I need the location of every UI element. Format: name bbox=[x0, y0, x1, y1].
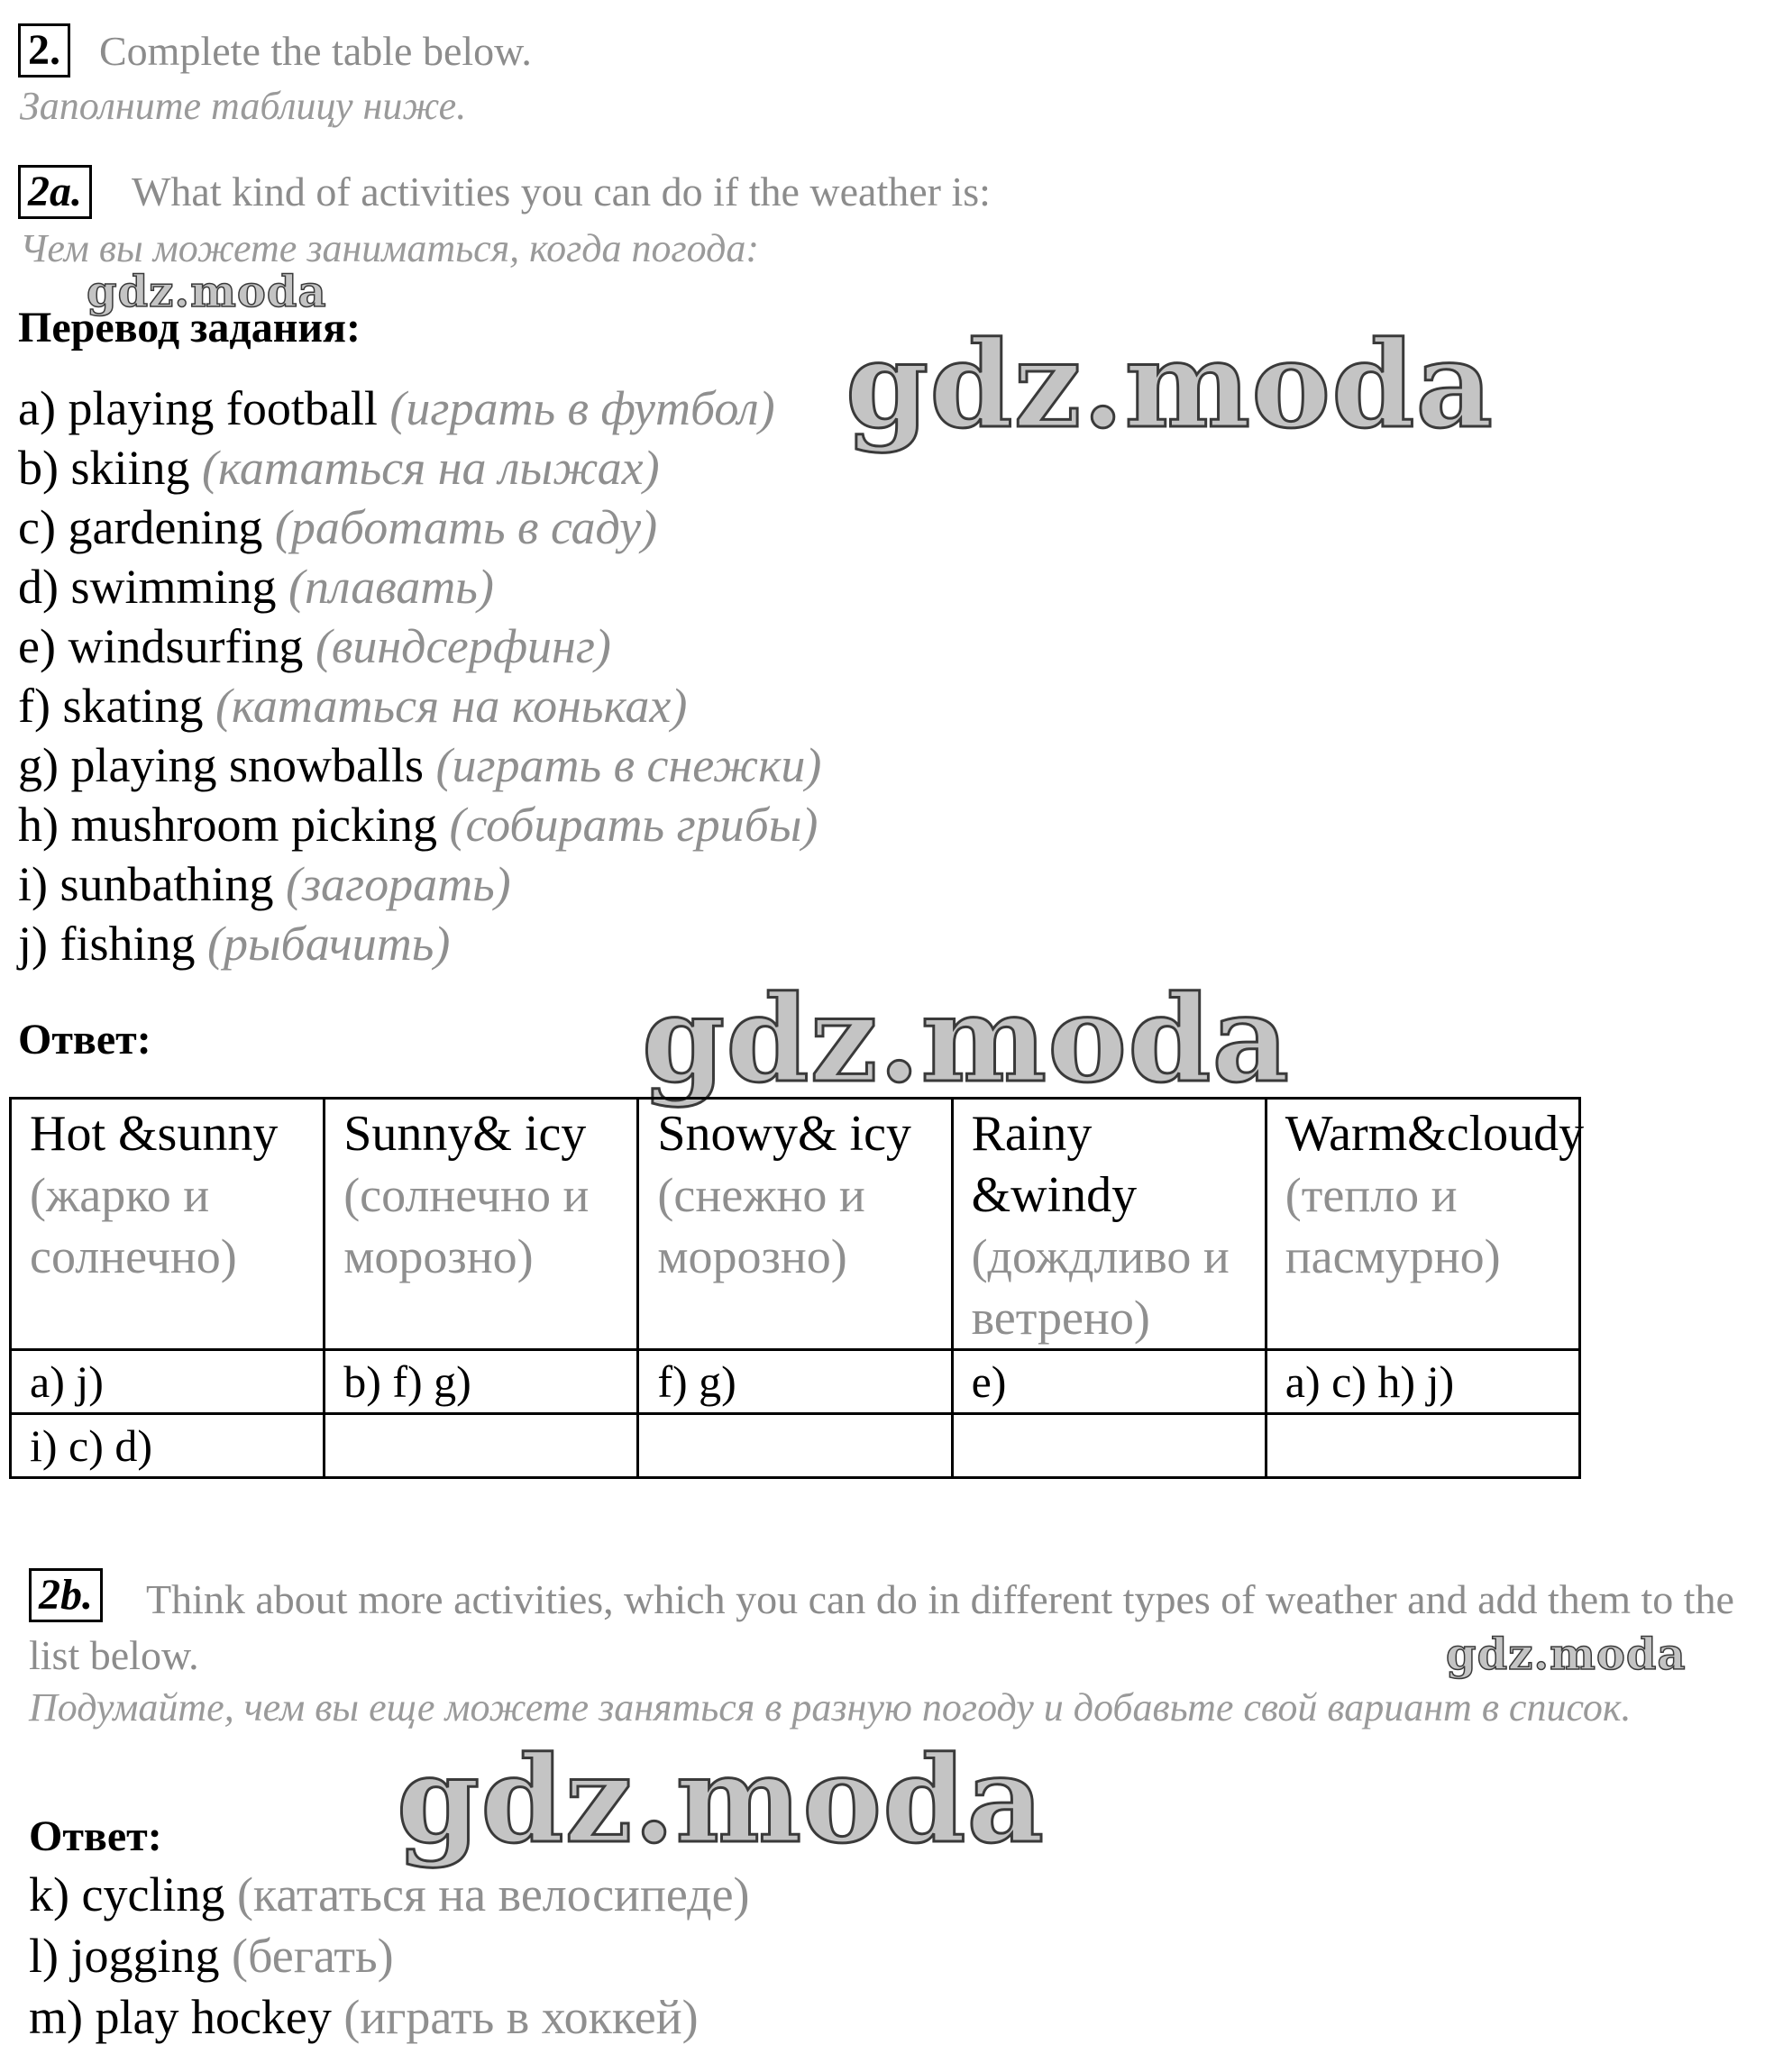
list-item: k) cycling (кататься на велосипеде) bbox=[29, 1867, 750, 1921]
table-cell bbox=[325, 1414, 638, 1478]
table-cell: b) f) g) bbox=[325, 1350, 638, 1414]
table-cell: Warm&cloudy (тепло и пасмурно) bbox=[1266, 1099, 1579, 1350]
table-cell: Snowy& icy (снежно и морозно) bbox=[638, 1099, 952, 1350]
task-2a-instruction-ru: Чем вы можете заниматься, когда погода: bbox=[20, 226, 759, 270]
table-cell bbox=[1266, 1414, 1579, 1478]
activity-list bbox=[18, 379, 821, 973]
table-cell bbox=[952, 1414, 1266, 1478]
table-cell: i) c) d) bbox=[11, 1414, 325, 1478]
list-item: b) skiing (кататься на лыжах) bbox=[18, 441, 660, 495]
table-cell: Hot &sunny (жарко и солнечно) bbox=[11, 1099, 325, 1350]
list-item: d) swimming (плавать) bbox=[18, 560, 494, 614]
list-item: a) playing football (играть в футбол) bbox=[18, 381, 775, 435]
task-2-instruction-ru: Заполните таблицу ниже. bbox=[20, 84, 467, 128]
list-item: h) mushroom picking (собирать грибы) bbox=[18, 798, 818, 852]
task-2a-instruction-en: What kind of activities you can do if the weather is: bbox=[132, 169, 991, 215]
table-row bbox=[11, 1350, 1580, 1414]
answer-heading-2b: Ответ: bbox=[29, 1812, 162, 1860]
list-item: e) windsurfing (виндсерфинг) bbox=[18, 619, 611, 673]
list-item: l) jogging (бегать) bbox=[29, 1929, 394, 1983]
watermark: gdz.moda bbox=[87, 267, 327, 317]
list-item: f) skating (кататься на коньках) bbox=[18, 679, 688, 733]
list-item: j) fishing (рыбачить) bbox=[18, 917, 451, 971]
task-2-instruction-en: Complete the table below. bbox=[99, 28, 532, 74]
table-cell: e) bbox=[952, 1350, 1266, 1414]
task-2b-instruction-ru: Подумайте, чем вы еще можете заняться в разную погоду и добавьте свой вариант в список. bbox=[29, 1685, 1632, 1730]
watermark: gdz.moda bbox=[642, 970, 1291, 1109]
answer-heading: Ответ: bbox=[18, 1016, 151, 1063]
table-header-row bbox=[11, 1099, 1580, 1350]
task-2b-instruction-en: Think about more activities, which you can do in different types of weather and add them to the list below. bbox=[29, 1576, 1734, 1678]
table-cell: Sunny& icy (солнечно и морозно) bbox=[325, 1099, 638, 1350]
watermark: gdz.moda bbox=[397, 1730, 1046, 1870]
table-cell bbox=[638, 1414, 952, 1478]
task-2b-number: 2b. bbox=[29, 1568, 103, 1622]
extra-activity-list bbox=[29, 1864, 750, 2048]
translation-heading: Перевод задания: bbox=[18, 304, 361, 351]
table-cell: a) j) bbox=[11, 1350, 325, 1414]
watermark: gdz.moda bbox=[1446, 1629, 1687, 1680]
table-row bbox=[11, 1414, 1580, 1478]
list-item: g) playing snowballs (играть в снежки) bbox=[18, 738, 822, 792]
list-item: i) sunbathing (загорать) bbox=[18, 857, 511, 911]
table-cell: a) c) h) j) bbox=[1266, 1350, 1579, 1414]
table-cell: Rainy &windy (дождливо и ветрено) bbox=[952, 1099, 1266, 1350]
task-2-number: 2. bbox=[18, 23, 70, 78]
list-item: c) gardening (работать в саду) bbox=[18, 500, 658, 554]
weather-activity-table bbox=[9, 1097, 1585, 1479]
watermark: gdz.moda bbox=[846, 315, 1495, 455]
table-cell: f) g) bbox=[638, 1350, 952, 1414]
list-item: m) play hockey (играть в хоккей) bbox=[29, 1990, 699, 2044]
task-2a-number: 2a. bbox=[18, 165, 92, 219]
